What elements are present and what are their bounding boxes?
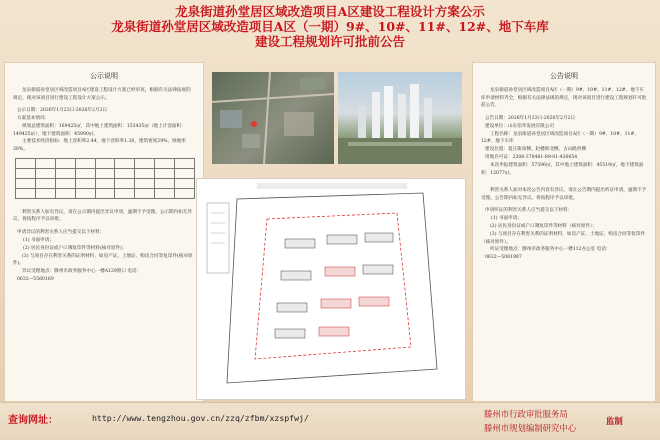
- project-rendering-photo: [338, 72, 462, 164]
- right-panel-title: 公告说明: [550, 72, 578, 80]
- right-permit: 用地许可证：2306-370481-89-01-430654: [485, 154, 578, 160]
- right-period: 公告日期：2026年1月23日-2026年2月2日: [485, 115, 576, 121]
- issuing-org-2: 滕州市规划编制研究中心: [484, 423, 577, 433]
- right-materials-title: 申请听证的利害关系人应当提交以下材料：: [485, 208, 573, 214]
- left-place: 异议受理地点：滕州市政务服务中心一楼A129窗口 电话：: [22, 268, 142, 274]
- left-panel-title: 公示说明: [90, 72, 118, 80]
- left-material-2: (2) 居民身份证或户口簿复印件等材料(核对原件)；: [23, 245, 127, 251]
- left-area: 规划总建筑面积：169425㎡，其中地上建筑面积：153435㎡（地上计容面积：149425㎡），地下建筑面积：45990㎡。: [13, 124, 186, 137]
- left-notice-panel: [4, 62, 204, 402]
- left-period: 公示日期：2026年1月23日-2026年2月2日: [17, 108, 108, 114]
- aerial-site-photo: [212, 72, 334, 164]
- title-line-2: 龙泉街道孙堂居区域改造项目A区（一期）9#、10#、11#、12#、地下车库: [111, 19, 549, 34]
- left-objection: 利害关系人如有异议，请在公示期内提出异议申请，逾期不予受理。公示期内如无异议，将按程序予以审批。: [13, 209, 192, 223]
- right-notice-panel: [472, 62, 656, 402]
- notice-footer: [0, 402, 660, 440]
- right-location: 建设位置：夏庄街南侧、赵楼街北侧、古山路西侧: [485, 146, 587, 152]
- right-objection: 利害关系人如对本次公告内容有异议，请在公告期内提出听证申请，逾期不予受理。公告期内如无异议，将按程序予以审批。: [481, 188, 647, 201]
- title-line-1: 龙泉街道孙堂居区域改造项目A区建设工程设计方案公示: [175, 4, 485, 19]
- left-intro: 龙泉街道孙堂居区域改造项目A区建设工程设计方案已经审查，根据有关法律法规的规定，现对该项目进行建设工程设计方案公示。: [13, 88, 191, 101]
- site-plan-drawing: [196, 178, 466, 400]
- left-materials-title: 申请异议的利害关系人应当提交以下材料：: [17, 229, 105, 235]
- query-url-link[interactable]: http://www.tengzhou.gov.cn/zzq/zfbm/xzspfwj/: [92, 413, 309, 423]
- left-summary-title: 方案基本情况：: [17, 116, 50, 122]
- left-indicators: 主要技术经济指标：地上容积率2.44，地下容积率1.26，建筑密度29%，绿地率30%。: [13, 139, 186, 152]
- right-area: 本次申报建筑面积：57596㎡，其中地上建筑面积：45519㎡，地下建筑面积：12077㎡。: [481, 162, 644, 176]
- right-project: 工程名称：龙泉街道孙堂居区域改造项目A区（一期）9#、10#、11#、12#、地下车库: [481, 131, 639, 145]
- supervise-label: 监制: [606, 416, 623, 426]
- notice-header: [0, 4, 660, 49]
- right-material-3: (3) 与项目存在利害关系的证明材料，如房产证、土地证、购房合同等复印件（核对原件）。: [481, 231, 645, 245]
- query-label: 查询网址：: [8, 415, 58, 426]
- right-material-2: (2) 居民身份证或户口簿复印件等材料（核对原件）；: [490, 224, 597, 230]
- indicator-table: [15, 158, 195, 199]
- right-material-1: (1) 书面申请；: [491, 216, 522, 222]
- left-material-3: (3) 与项目存在利害关系的证明材料，如房产证、土地证、购房合同等复印件(核对原件)。: [13, 253, 193, 267]
- right-builder: 建设单位：山东佰华发展有限公司: [485, 123, 554, 129]
- right-intro: 龙泉街道孙堂居区域改造项目A区（一期）9#、10#、11#、12#、地下车库申请材料齐全，根据有关法律法规的规定，现对该项目进行建设工程规划许可批前公告。: [481, 88, 647, 109]
- right-place: 听证受理地点：滕州市政务服务中心一楼112办公室 电话：: [490, 247, 611, 253]
- left-material-1: (1) 书面申请；: [23, 237, 54, 243]
- title-line-3: 建设工程规划许可批前公告: [254, 34, 405, 49]
- right-phone: 0632—5081987: [485, 254, 522, 260]
- issuing-org-1: 滕州市行政审批服务局: [484, 409, 568, 419]
- left-phone: 0632—5560169: [17, 276, 54, 282]
